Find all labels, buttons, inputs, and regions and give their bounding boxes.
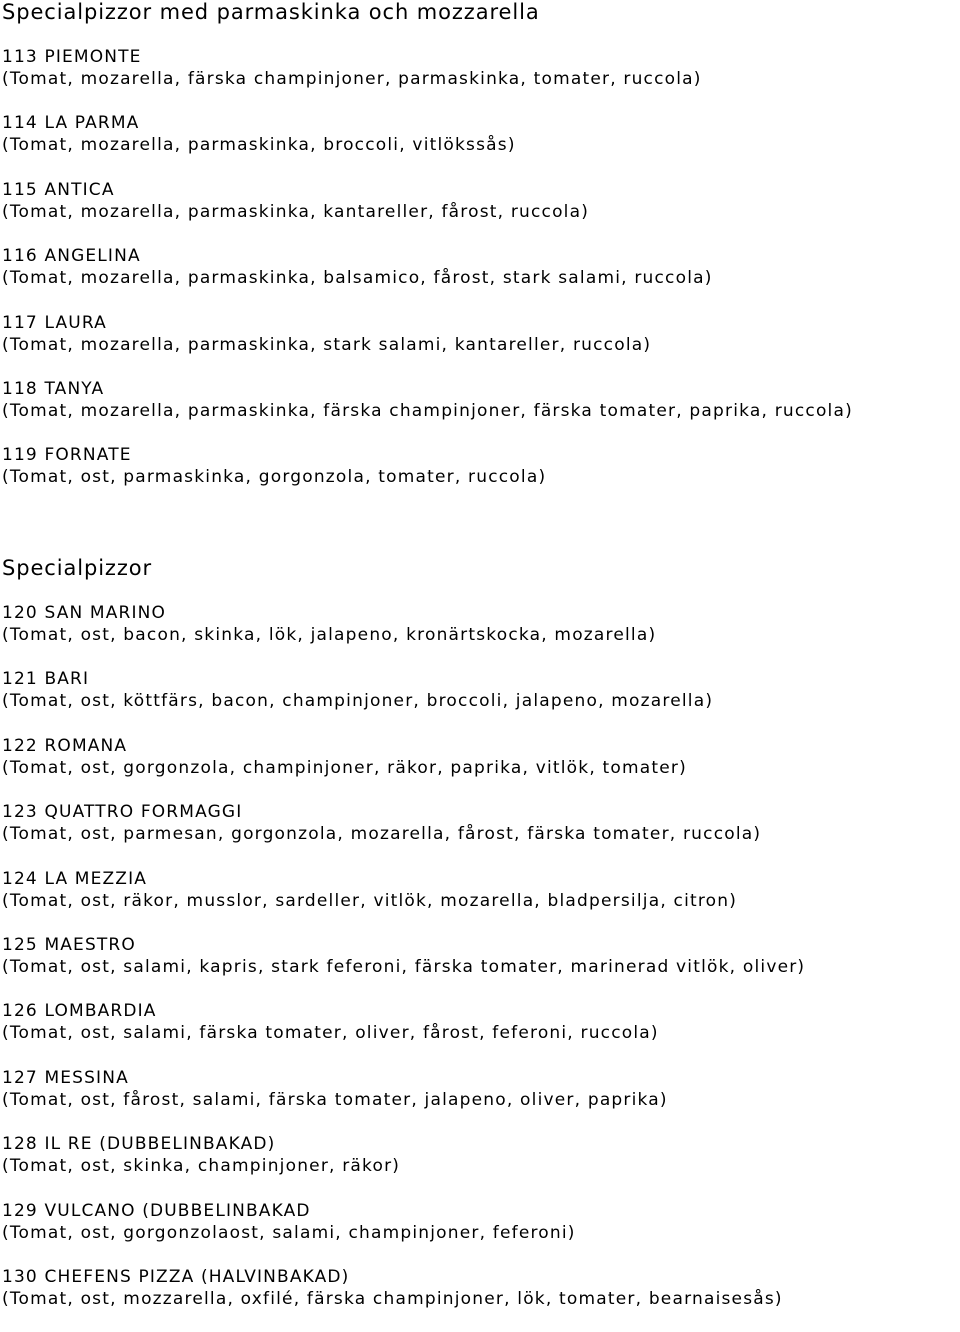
item-ingredients: (Tomat, ost, gorgonzola, champinjoner, räkor, paprika, vitlök, tomater)	[2, 757, 687, 778]
menu-item	[2, 602, 805, 668]
menu-list-parma	[2, 46, 853, 511]
menu-item	[2, 245, 853, 311]
menu-item	[2, 179, 853, 245]
item-ingredients: (Tomat, ost, salami, kapris, stark feferoni, färska tomater, marinerad vitlök, oliver)	[2, 956, 806, 977]
menu-item	[2, 1200, 805, 1266]
item-name: 128 IL RE (DUBBELINBAKAD)	[2, 1134, 276, 1155]
item-name: 114 LA PARMA	[2, 113, 140, 134]
menu-item	[2, 312, 853, 378]
item-name: 126 LOMBARDIA	[2, 1001, 157, 1022]
menu-item	[2, 1000, 805, 1066]
item-ingredients: (Tomat, mozarella, parmaskinka, balsamico, fårost, stark salami, ruccola)	[2, 268, 713, 289]
item-ingredients: (Tomat, ost, mozzarella, oxfilé, färska champinjoner, lök, tomater, bearnaisesås)	[2, 1288, 783, 1309]
item-name: 115 ANTICA	[2, 179, 115, 200]
item-name: 129 VULCANO (DUBBELINBAKAD	[2, 1200, 311, 1221]
item-ingredients: (Tomat, ost, gorgonzolaost, salami, champinjoner, feferoni)	[2, 1222, 576, 1243]
item-name: 130 CHEFENS PIZZA (HALVINBAKAD)	[2, 1266, 350, 1287]
item-ingredients: (Tomat, mozarella, parmaskinka, färska champinjoner, färska tomater, paprika, ruccola)	[2, 400, 853, 421]
item-name: 125 MAESTRO	[2, 934, 136, 955]
section-title-special: Specialpizzor	[2, 556, 153, 580]
item-name: 124 LA MEZZIA	[2, 868, 148, 889]
menu-item	[2, 378, 853, 444]
item-name: 123 QUATTRO FORMAGGI	[2, 802, 243, 823]
item-ingredients: (Tomat, mozarella, färska champinjoner, parmaskinka, tomater, ruccola)	[2, 69, 702, 89]
section-title-parma: Specialpizzor med parmaskinka och mozzarella	[2, 0, 540, 24]
item-name: 118 TANYA	[2, 378, 105, 399]
item-ingredients: (Tomat, ost, räkor, musslor, sardeller, vitlök, mozarella, bladpersilja, citron)	[2, 890, 738, 911]
item-ingredients: (Tomat, mozarella, parmaskinka, kantareller, fårost, ruccola)	[2, 201, 590, 222]
item-ingredients: (Tomat, ost, parmesan, gorgonzola, mozarella, fårost, färska tomater, ruccola)	[2, 824, 762, 845]
item-ingredients: (Tomat, ost, bacon, skinka, lök, jalapeno, kronärtskocka, mozarella)	[2, 625, 657, 645]
item-name: 120 SAN MARINO	[2, 603, 167, 623]
item-name: 117 LAURA	[2, 312, 107, 333]
menu-item	[2, 444, 853, 510]
menu-item	[2, 934, 805, 1000]
item-ingredients: (Tomat, mozarella, parmaskinka, stark salami, kantareller, ruccola)	[2, 334, 652, 355]
menu-list-special	[2, 602, 805, 1332]
item-name: 116 ANGELINA	[2, 246, 141, 267]
item-ingredients: (Tomat, ost, köttfärs, bacon, champinjoner, broccoli, jalapeno, mozarella)	[2, 691, 714, 712]
menu-item	[2, 46, 853, 112]
item-ingredients: (Tomat, ost, salami, färska tomater, oliver, fårost, feferoni, ruccola)	[2, 1023, 659, 1044]
menu-item	[2, 1133, 805, 1199]
item-name: 127 MESSINA	[2, 1067, 129, 1088]
item-name: 121 BARI	[2, 669, 90, 690]
menu-item	[2, 668, 805, 734]
menu-item	[2, 1266, 805, 1332]
item-ingredients: (Tomat, ost, fårost, salami, färska tomater, jalapeno, oliver, paprika)	[2, 1089, 668, 1110]
item-name: 122 ROMANA	[2, 735, 128, 756]
menu-item	[2, 868, 805, 934]
item-ingredients: (Tomat, mozarella, parmaskinka, broccoli, vitlökssås)	[2, 135, 516, 156]
item-ingredients: (Tomat, ost, skinka, champinjoner, räkor)	[2, 1156, 401, 1177]
menu-item	[2, 1067, 805, 1133]
menu-item	[2, 735, 805, 801]
menu-item	[2, 801, 805, 867]
menu-item	[2, 112, 853, 178]
item-name: 119 FORNATE	[2, 445, 132, 466]
item-name: 113 PIEMONTE	[2, 47, 142, 67]
item-ingredients: (Tomat, ost, parmaskinka, gorgonzola, tomater, ruccola)	[2, 467, 547, 488]
